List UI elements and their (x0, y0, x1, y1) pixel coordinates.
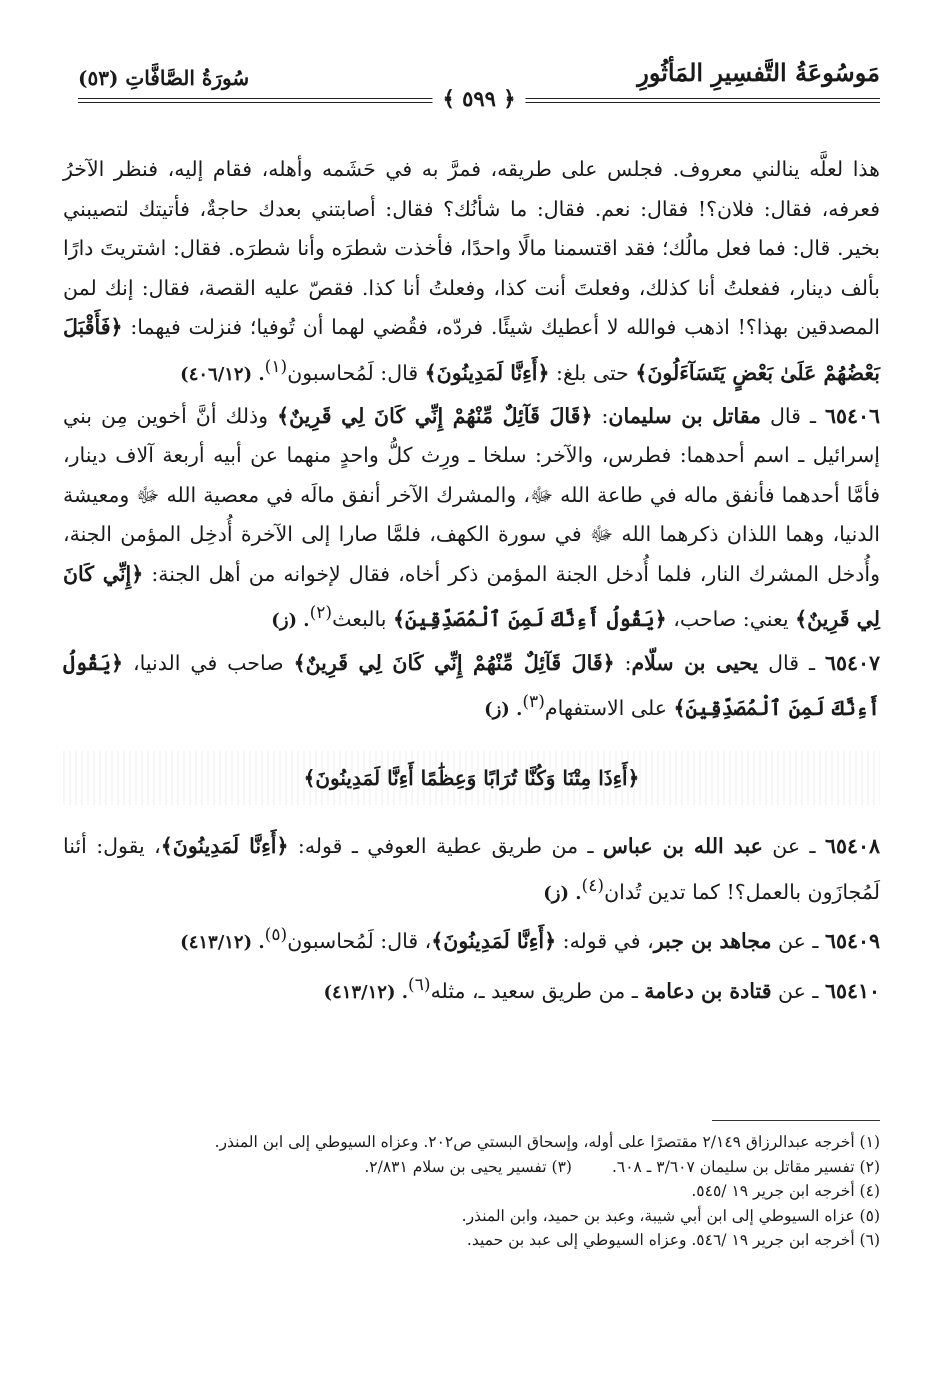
footnote-3: (٣) تفسير يحيى بن سلام ٢/٨٣١. (364, 1157, 572, 1176)
volume-reference: . (٤١٣/١٢) (180, 932, 265, 954)
quran-verse: ﴿أَءِنَّا لَمَدِينُونَ﴾ (431, 929, 557, 954)
narration-number: ٦٥٤١٠ (824, 978, 880, 1003)
narration-number: ٦٥٤٠٨ (824, 834, 881, 859)
paragraph-continuation: هذا لعلَّه ينالني معروف. فجلس على طريقه، فمرَّ به في حَشَمه وأهله، فقام إليه، فنظر الآخرُ فعرفه، فقال: فلان؟! فقال: نعم. فقال: ما شأنُك؟ فقال: أصابتني بعدك حاجةٌ، فأتيتك لتصيبني بخير. قال: فما فعل مالُك؛ فقد اقتسمنا مالًا واحدًا، فأخذت شطرَه وأنا شطرَه. فقال: اشتريتَ دارًا بألف دينار، ففعلتُ أنا كذلك، وفعلتَ أنت كذا، وفعلتُ أنا كذا. فقصّ عليه القصة، فقال: إنك لمن المصدقين بهذا؟! اذهب فوالله لا أعطيك شيئًا. فردّه، فقُضي لهما أن تُوفيا؛ فنزلت فيهما: ﴿فَأَقْبَلَ بَعْضُهُمْ عَلَىٰ بَعْضٍ يَتَسَآءَلُونَ﴾ حتى بلغ: ﴿أَءِنَّا لَمَدِينُونَ﴾ قال: لَمُحاسبون$^{(١)}$. (٤٠٦/١٢) (63, 157, 880, 385)
footnote-1: (١) أخرجه عبدالرزاق ٢/١٤٩ مقتصرًا على أوله، وإسحاق البستي ص٢٠٢. وعزاه السيوطي إلى ابن المنذر. (214, 1133, 880, 1151)
footnote-2: (٢) تفسير مقاتل بن سليمان ٣/٦٠٧ ـ ٦٠٨. (611, 1157, 880, 1176)
verse-banner: ﴿أَءِذَا مِتْنَا وَكُنَّا تُرَابًا وَعِظَٰمًا أَءِنَّا لَمَدِينُونَ﴾ (63, 751, 880, 805)
volume-reference: . (ز) (484, 698, 523, 720)
narration-65407: ٦٥٤٠٧ ـ قال يحيى بن سلّام: ﴿قَالَ قَآئِلٌ مِّنْهُمْ إِنِّي كَانَ لِي قَرِينٌ﴾ صاحب في الدنيا، ﴿يَقُولُ أَءِنَّكَ لَمِنَ ٱلْمُصَدِّقِينَ﴾ على الاستفهام$^{(٣)}$. (ز) (63, 650, 880, 720)
narrator-name: يحيى بن سلّام (631, 650, 759, 675)
quran-verse: ﴿يَقُولُ أَءِنَّكَ لَمِنَ ٱلْمُصَدِّقِينَ﴾ (63, 650, 880, 720)
footnote-row (63, 1155, 880, 1180)
main-text (63, 150, 880, 1015)
footnote-4: (٤) أخرجه ابن جرير ١٩ /٥٤٥. (691, 1182, 880, 1200)
surah-title: سُورَةُ الصَّافَّاتِ (٥٣) (78, 66, 250, 90)
narrator-name: عبد الله بن عباس (602, 834, 763, 859)
footnote-marker[interactable]: (٥) (264, 925, 288, 946)
footnote-marker[interactable]: (٦) (408, 974, 431, 995)
narration-number: ٦٥٤٠٧ (824, 650, 880, 675)
book-title: مَوسُوعَةُ التَّفسِيرِ المَأثُورِ (637, 58, 880, 87)
narration-number: ٦٥٤٠٦ (824, 403, 881, 428)
narrator-name: مقاتل بن سليمان (608, 403, 762, 428)
footnote-marker[interactable]: (٢) (309, 603, 333, 624)
footnote-5: (٥) عزاه السيوطي إلى ابن أبي شيبة، وعبد بن حميد، وابن المنذر. (461, 1206, 880, 1225)
narrator-name: قتادة بن دعامة (644, 978, 772, 1003)
quran-verse: ﴿أَءِنَّا لَمَدِينُونَ﴾ (160, 834, 289, 859)
narration-number: ٦٥٤٠٩ (824, 929, 880, 954)
narrator-name: مجاهد بن جبر (653, 929, 772, 954)
volume-reference: . (ز) (543, 882, 582, 904)
narration-65410: ٦٥٤١٠ ـ عن قتادة بن دعامة ـ من طريق سعيد ـ، مثله$^{(٦)}$. (٤١٣/١٢) (323, 974, 880, 1003)
page-number: ﴿ ٥٩٩ ﴾ (432, 86, 525, 111)
page-header (78, 58, 880, 114)
footnote-marker[interactable]: (٣) (522, 692, 545, 713)
volume-reference: . (٤١٣/١٢) (323, 981, 409, 1003)
quran-verse: ﴿أَءِنَّا لَمَدِينُونَ﴾ (424, 360, 550, 385)
quran-verse: ﴿فَأَقْبَلَ بَعْضُهُمْ عَلَىٰ بَعْضٍ يَتَسَآءَلُونَ﴾ (63, 315, 880, 385)
footnote-6: (٦) أخرجه ابن جرير ١٩ /٥٤٦. وعزاه السيوطي إلى عبد بن حميد. (466, 1231, 880, 1249)
footnotes (63, 1130, 880, 1253)
narration-65409: ٦٥٤٠٩ ـ عن مجاهد بن جبر، في قوله: ﴿أَءِنَّا لَمَدِينُونَ﴾، قال: لَمُحاسبون$^{(٥)}$. (٤١٣/١٢) (180, 925, 880, 954)
volume-reference: . (ز) (271, 610, 310, 632)
quran-verse: ﴿يَقُولُ أَءِنَّكَ لَمِنَ ٱلْمُصَدِّقِينَ﴾ (393, 607, 667, 632)
volume-reference: . (٤٠٦/١٢) (180, 363, 265, 385)
narration-65408: ٦٥٤٠٨ ـ عن عبد الله بن عباس ـ من طريق عطية العوفي ـ قوله: ﴿أَءِنَّا لَمَدِينُونَ﴾، يقول: أئنا لَمُجازَون بالعمل؟! كما تدين تُدان$^{(٤)}$. (ز) (63, 834, 881, 904)
quran-verse: ﴿قَالَ قَآئِلٌ مِّنْهُمْ إِنِّي كَانَ لِي قَرِينٌ﴾ (277, 403, 593, 428)
footnote-divider (712, 1120, 880, 1121)
footnote-marker[interactable]: (٤) (581, 875, 605, 896)
footnote-marker[interactable]: (١) (264, 356, 288, 377)
quran-verse: ﴿إِنِّي كَانَ لِي قَرِينٌ﴾ (63, 561, 880, 632)
quran-verse: ﴿قَالَ قَآئِلٌ مِّنْهُمْ إِنِّي كَانَ لِي قَرِينٌ﴾ (293, 650, 615, 675)
narration-65406: ٦٥٤٠٦ ـ قال مقاتل بن سليمان: ﴿قَالَ قَآئِلٌ مِّنْهُمْ إِنِّي كَانَ لِي قَرِينٌ﴾ وذلك أنَّ أخوين مِن بني إسرائيل ـ اسم أحدهما: فطرس، والآخر: سلخا ـ ورِث كلُّ واحدٍ منهما عن أبيه أربعة آلاف دينار، فأمَّا أحدهما فأنفق ماله في طاعة الله ﷻ، والمشرك الآخر أنفق مالَه في معصية الله ﷻ ومعيشة الدنيا، وهما اللذان ذكرهما الله ﷻ في سورة الكهف، فلمَّا صارا إلى الآخرة أُدخِل المؤمن الجنة، وأُدخل المشرك النار، فلما أُدخل الجنة المؤمن ذكر أخاه، فقال لإخوانه من أهل الجنة: ﴿إِنِّي كَانَ لِي قَرِينٌ﴾ يعني: صاحب، ﴿يَقُولُ أَءِنَّكَ لَمِنَ ٱلْمُصَدِّقِينَ﴾ بالبعث$^{(٢)}$. (ز) (63, 403, 881, 632)
